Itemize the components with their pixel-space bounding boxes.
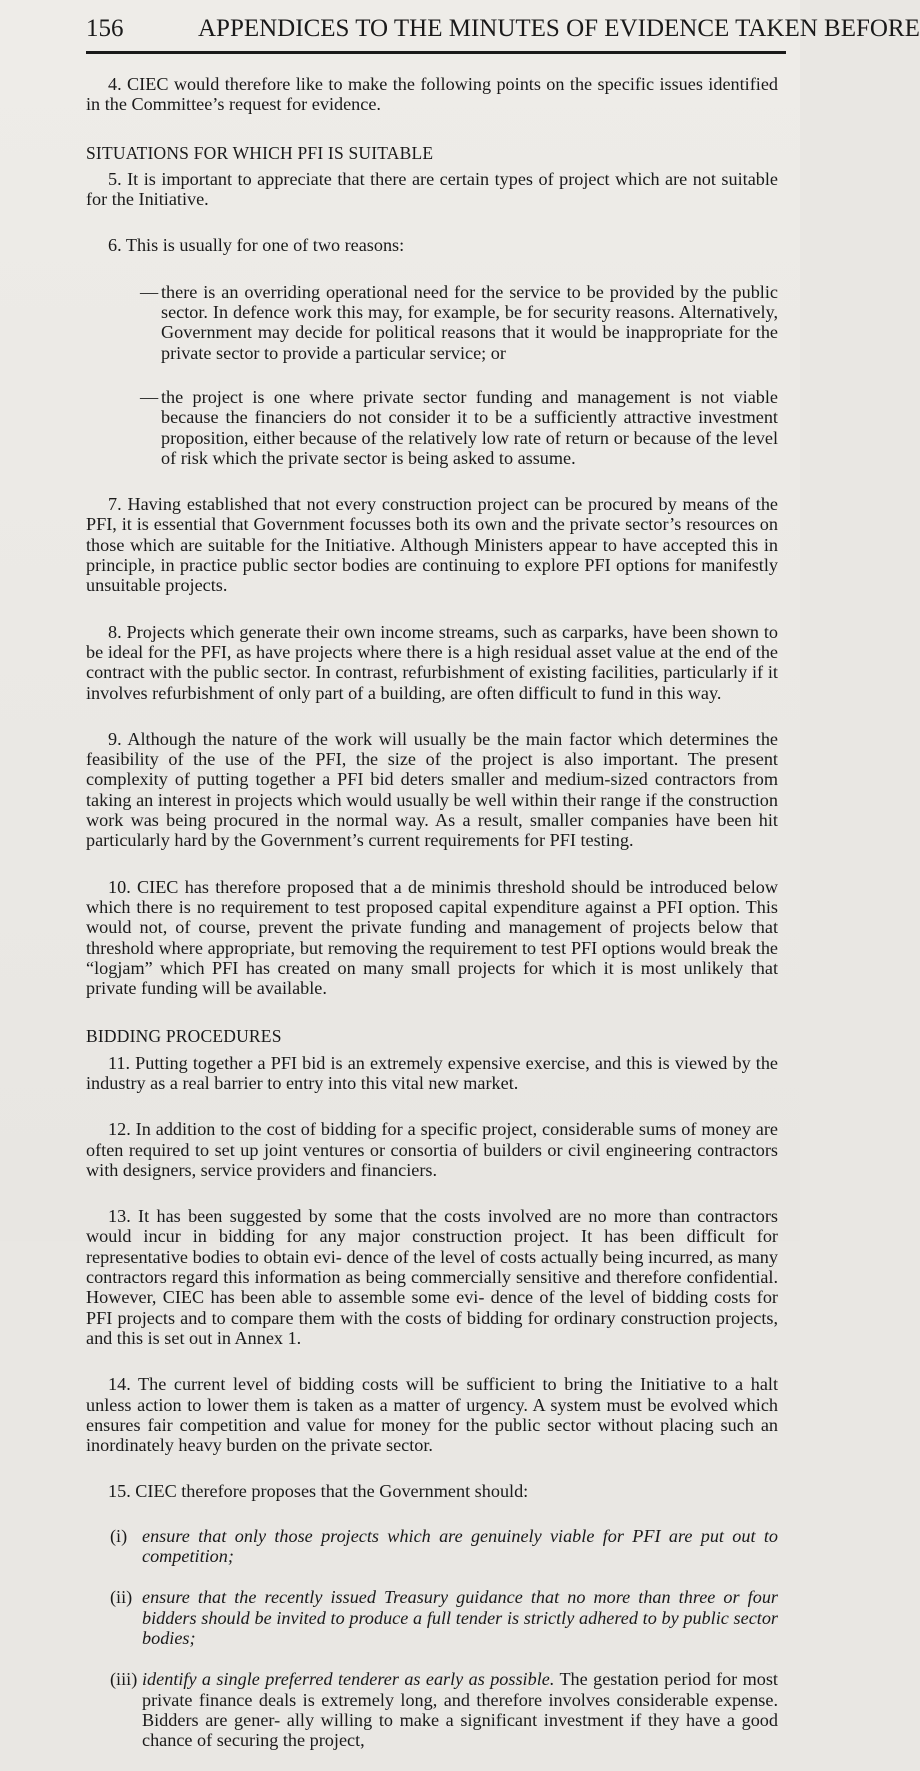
list-item-text: the project is one where private sector funding and management is not viable because the financiers do not consider it to be a sufficiently attractive investment proposition, either because of the relatively low rate of return or because of the level of risk which the private sector is being asked to assume. <box>161 386 778 468</box>
paragraph-12: 12. In addition to the cost of bidding for a specific project, considerable sums of money are often required to set up joint ventures or consortia of builders or civil engineering contractors with designers, service providers and financiers. <box>86 1119 778 1180</box>
item-text-italic: identify a single preferred tenderer as early as possible. <box>142 1669 555 1690</box>
list-item <box>86 387 778 468</box>
page-number: 156 <box>86 15 124 42</box>
paragraph-14: 14. The current level of bidding costs will be sufficient to bring the Initiative to a halt unless action to lower them is taken as a matter of urgency. A system must be evolved which ensures fair competition and value for money for the public sector without placing such an inordinately heavy burden on the private sector. <box>86 1374 778 1456</box>
paragraph-9: 9. Although the nature of the work will usually be the main factor which determines the feasibility of the use of the PFI, the size of the project is also important. The present complexity of putting together a PFI bid deters smaller and medium-sized contractors from taking an interest in projects which would usually be well within their range if the construction work was being procured in the normal way. As a result, smaller companies have been hit particularly hard by the Government’s current requirements for PFI testing. <box>86 728 778 851</box>
paragraph-8: 8. Projects which generate their own income streams, such as carparks, have been shown to be ideal for the PFI, as have projects where there is a high residual asset value at the end of the contract with the public sector. In contrast, refurbishment of existing facilities, particularly if it involves refurbishment of only part of a building, are often difficult to fund in this way. <box>86 621 778 703</box>
section-heading-situations: SITUATIONS FOR WHICH PFI IS SUITABLE <box>86 142 434 163</box>
item-text: ensure that only those projects which are genuinely viable for PFI are put out to competition; <box>142 1525 778 1567</box>
header-rule <box>86 51 786 54</box>
list-item-text: there is an overriding operational need for the service to be provided by the public sector. In defence work this may, for example, be for security reasons. Alternatively, Government may decide for political reasons that it would be inappropriate for the private sector to provide a particular service; or <box>161 281 778 363</box>
paragraph-4: 4. CIEC would therefore like to make the following points on the specific issues identified in the Committee’s request for evidence. <box>86 74 778 115</box>
list-item <box>86 1526 778 1567</box>
paragraph-5: 5. It is important to appreciate that there are certain types of project which are not suitable for the Initiative. <box>86 168 778 210</box>
dash-marker: — <box>140 386 159 407</box>
list-item <box>86 1587 778 1648</box>
proposals-list <box>86 1526 778 1751</box>
list-item <box>86 282 778 363</box>
item-text: The gestation period for most private finance deals is extremely long, and therefore involves considerable expense. Bidders are gener- ally willing to make a significant investment if they have a good chance of securing the project, <box>142 1669 778 1751</box>
paragraph-13: 13. It has been suggested by some that the costs involved are no more than contractors would incur in bidding for any major construction project. It has been difficult for representative bodies to obtain evi- dence of the level of costs actually being incurred, as many contractors regard this information as being commercially sensitive and therefore confidential. However, CIEC has been able to assemble some evi- dence of the level of bidding costs for PFI projects and to compare them with the costs of bidding for ordinary construction projects, and this is set out in Annex 1. <box>86 1206 778 1348</box>
item-number: (ii) <box>110 1587 133 1608</box>
list-item <box>86 1669 778 1750</box>
item-text: ensure that the recently issued Treasury guidance that no more than three or four bidders should be invited to produce a full tender is strictly adhered to by public sector bodies; <box>142 1587 778 1648</box>
running-title: APPENDICES TO THE MINUTES OF EVIDENCE TAKEN BEFORE <box>198 15 920 42</box>
page-header <box>86 14 920 44</box>
dash-marker: — <box>140 281 159 302</box>
reasons-list <box>86 282 778 468</box>
item-number: (iii) <box>110 1669 138 1690</box>
paragraph-15: 15. CIEC therefore proposes that the Government should: <box>108 1481 529 1502</box>
section-heading-bidding: BIDDING PROCEDURES <box>86 1026 282 1047</box>
paragraph-7: 7. Having established that not every construction project can be procured by means of the PFI, it is essential that Government focusses both its own and the private sector’s resources on those which are suitable for the Initiative. Although Ministers appear to have accepted this in principle, in practice public sector bodies are continuing to explore PFI options for manifestly unsuitable projects. <box>86 494 778 596</box>
item-number: (i) <box>110 1525 128 1546</box>
document-body <box>86 74 778 1771</box>
paragraph-6: 6. This is usually for one of two reasons: <box>108 235 405 256</box>
paragraph-10: 10. CIEC has therefore proposed that a de minimis threshold should be introduced below which there is no requirement to test proposed capital expenditure against a PFI option. This would not, of course, prevent the private funding and management of projects below that threshold where appropriate, but removing the requirement to test PFI options would break the “logjam” which PFI has created on many small projects for which it is most unlikely that private funding will be available. <box>86 876 778 999</box>
paragraph-11: 11. Putting together a PFI bid is an extremely expensive exercise, and this is viewed by the industry as a real barrier to entry into this vital new market. <box>86 1052 778 1093</box>
